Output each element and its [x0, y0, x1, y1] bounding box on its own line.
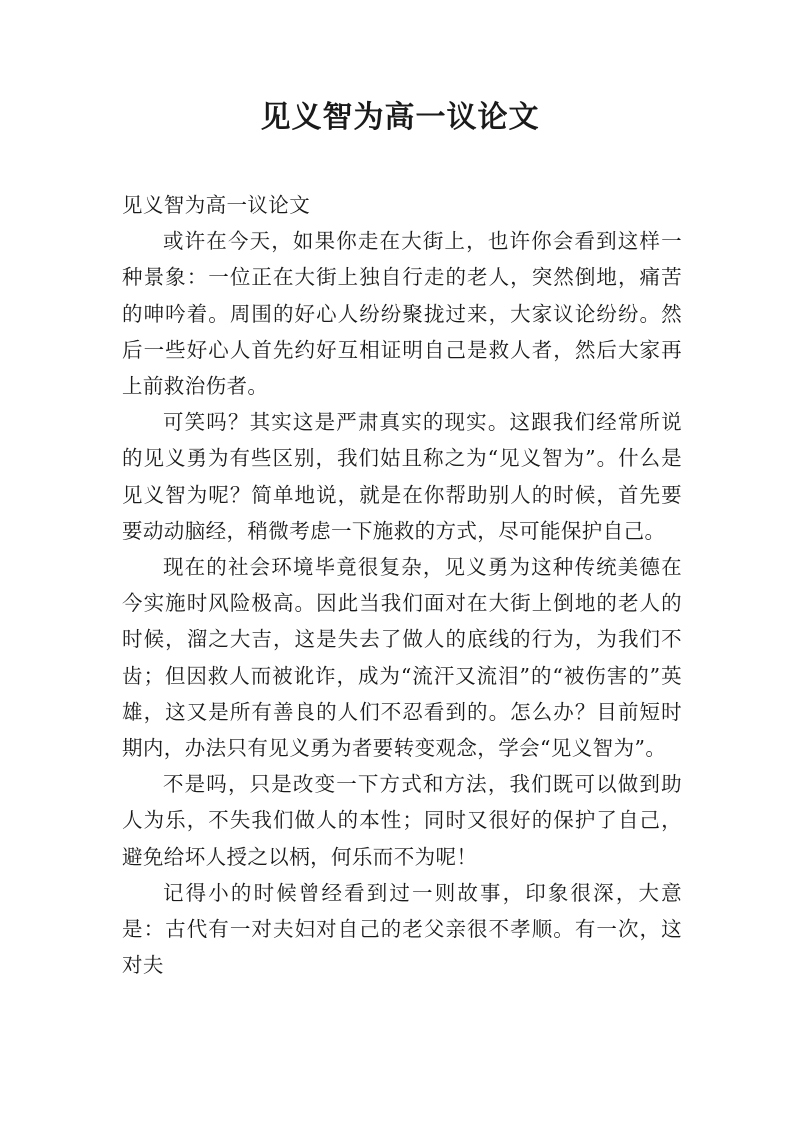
- document-title: 见义智为高一议论文: [260, 100, 540, 135]
- paragraph-1: 或许在今天，如果你走在大街上，也许你会看到这样一种景象：一位正在大街上独自行走的老人，突然倒地，痛苦的呻吟着。周围的好心人纷纷聚拢过来，大家议论纷纷。然后一些好心人首先约好互相证明自己是救人者，然后大家再上前救治伤者。: [122, 229, 682, 399]
- paragraph-4: 不是吗，只是改变一下方式和方法，我们既可以做到助人为乐，不失我们做人的本性；同时又很好的保护了自己，避免给坏人授之以柄，何乐而不为呢！: [122, 772, 682, 869]
- paragraph-3: 现在的社会环境毕竟很复杂，见义勇为这种传统美德在今实施时风险极高。因此当我们面对在大街上倒地的老人的时候，溜之大吉，这是失去了做人的底线的行为，为我们不齿；但因救人而被讹诈，成为“流汗又流泪”的“被伤害的”英雄，这又是所有善良的人们不忍看到的。怎么办？目前短时期内，办法只有见义勇为者要转变观念，学会“见义智为”。: [122, 555, 682, 761]
- document-subheading: 见义智为高一议论文: [122, 193, 311, 217]
- paragraph-2: 可笑吗？其实这是严肃真实的现实。这跟我们经常所说的见义勇为有些区别，我们姑且称之为“见义智为”。什么是见义智为呢？简单地说，就是在你帮助别人的时候，首先要要动动脑经，稍微考虑一下施救的方式，尽可能保护自己。: [122, 410, 682, 543]
- paragraph-5: 记得小的时候曾经看到过一则故事，印象很深，大意是：古代有一对夫妇对自己的老父亲很不孝顺。有一次，这对夫: [122, 880, 682, 978]
- document-body: [122, 187, 682, 983]
